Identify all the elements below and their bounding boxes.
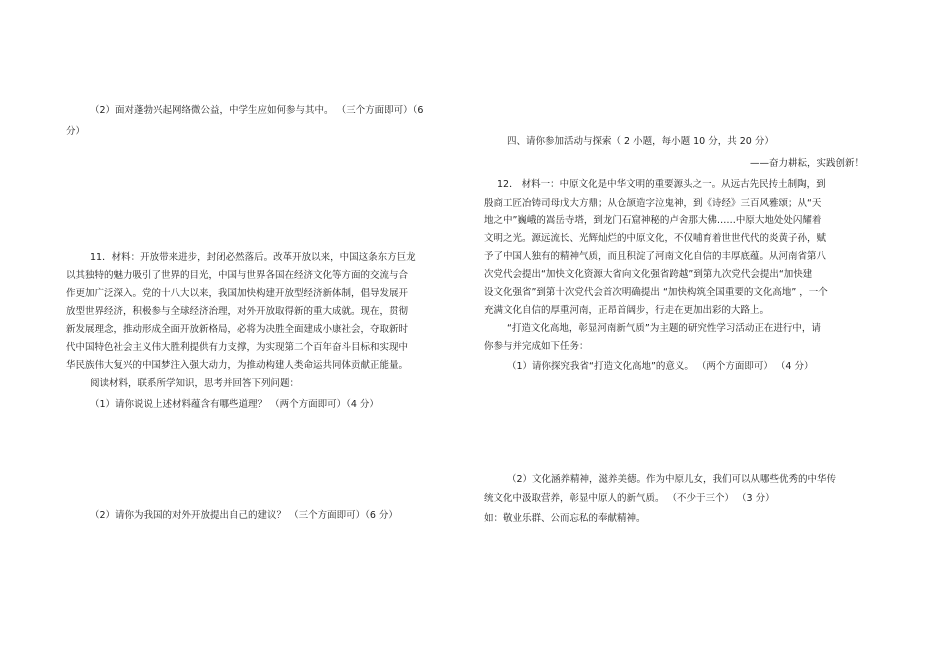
q12-material-line: 次党代会提出“加快文化资源大省向文化强省跨越”到第九次党代会提出“加快建	[484, 269, 813, 280]
q11-material-line: 作更加广泛深入。党的十八大以来，我国加快构建开放型经济新体制，倡导发展开	[66, 288, 409, 299]
q12-material-line: 12． 材料一：中原文化是中华文明的重要源头之一。从远古先民抟土制陶，到	[497, 179, 826, 190]
q12-material-line: 文明之光。源远流长、光辉灿烂的中原文化，不仅哺育着世世代代的炎黄子孙，赋	[484, 233, 827, 244]
q12-part1: （1）请你探究我省“打造文化高地”的意义。 （两个方面即可） （4 分）	[507, 361, 814, 372]
q11-material-line: 11．材料：开放带来进步，封闭必然落后。改革开放以来，中国这条东方巨龙	[90, 252, 416, 263]
q11-material-line: 代中国特色社会主义伟大胜利提供有力支撑，为实现第二个百年奋斗目标和实现中	[66, 342, 409, 353]
q12-material-line: 地之中”巍峨的嵩岳寺塔，到龙门石窟神秘的卢舍那大佛……中原大地处处闪耀着	[484, 215, 822, 226]
q10-part2-line2: 分）	[66, 126, 86, 137]
q11-material-line: 以其独特的魅力吸引了世界的目光，中国与世界各国在经济文化等方面的交流与合	[66, 270, 409, 281]
q12-example: 如：敬业乐群、公而忘私的奉献精神。	[484, 513, 646, 524]
q12-material-line: 殷商工匠冶铸司母戊大方鼎；从仓颉造字泣鬼神，到《诗经》三百风雅颂；从“天	[484, 198, 822, 209]
q12-material-line: 设文化强省”到第十次党代会首次明确提出 “加快构筑全国重要的文化高地” ，一个	[484, 287, 828, 298]
section-four-title: 四、请你参加活动与探索（ 2 小题，每小题 10 分，共 20 分）	[507, 136, 774, 147]
q12-material-line: 充满文化自信的厚重河南，正昂首阔步，行走在更加出彩的大路上。	[484, 305, 770, 316]
q10-part2-line1: （2）面对蓬勃兴起网络微公益，中学生应如何参与其中。 （三个方面即可）（6	[90, 105, 424, 116]
q11-part2: （2）请你为我国的对外开放提出自己的建议？ （三个方面即可）（6 分）	[90, 510, 398, 521]
section-motto: ——奋力耕耘，实践创新！	[750, 158, 865, 169]
q12-part2-line1: （2）文化涵养精神，滋养美德。作为中原儿女，我们可以从哪些优秀的中华传	[507, 474, 837, 485]
q11-material-line: 新发展理念，推动形成全面开放新格局，必将为决胜全面建成小康社会，夺取新时	[66, 324, 409, 335]
q12-material-line: 予了中国人独有的精神气质，而且积淀了河南文化自信的丰厚底蕴。从河南省第八	[484, 251, 827, 262]
q11-part1: （1）请你说说上述材料蕴含有哪些道理？ （两个方面即可）（4 分）	[90, 399, 379, 410]
q12-task-line1: “打造文化高地，彰显河南新气质”为主题的研究性学习活动正在进行中，请	[507, 323, 821, 334]
q11-material-line: 放型世界经济，积极参与全球经济治理，对外开放取得新的重大成就。现在，贯彻	[66, 306, 409, 317]
q12-part2-line2: 统文化中汲取营养，彰显中原人的新气质。 （不少于三个） （3 分）	[484, 493, 775, 504]
q11-material-line: 华民族伟大复兴的中国梦注入强大动力，为推动构建人类命运共同体贡献正能量。	[66, 360, 409, 371]
q12-task-line2: 你参与并完成如下任务：	[484, 341, 589, 352]
q11-intro: 阅读材料，联系所学知识，思考并回答下列问题：	[90, 378, 300, 389]
